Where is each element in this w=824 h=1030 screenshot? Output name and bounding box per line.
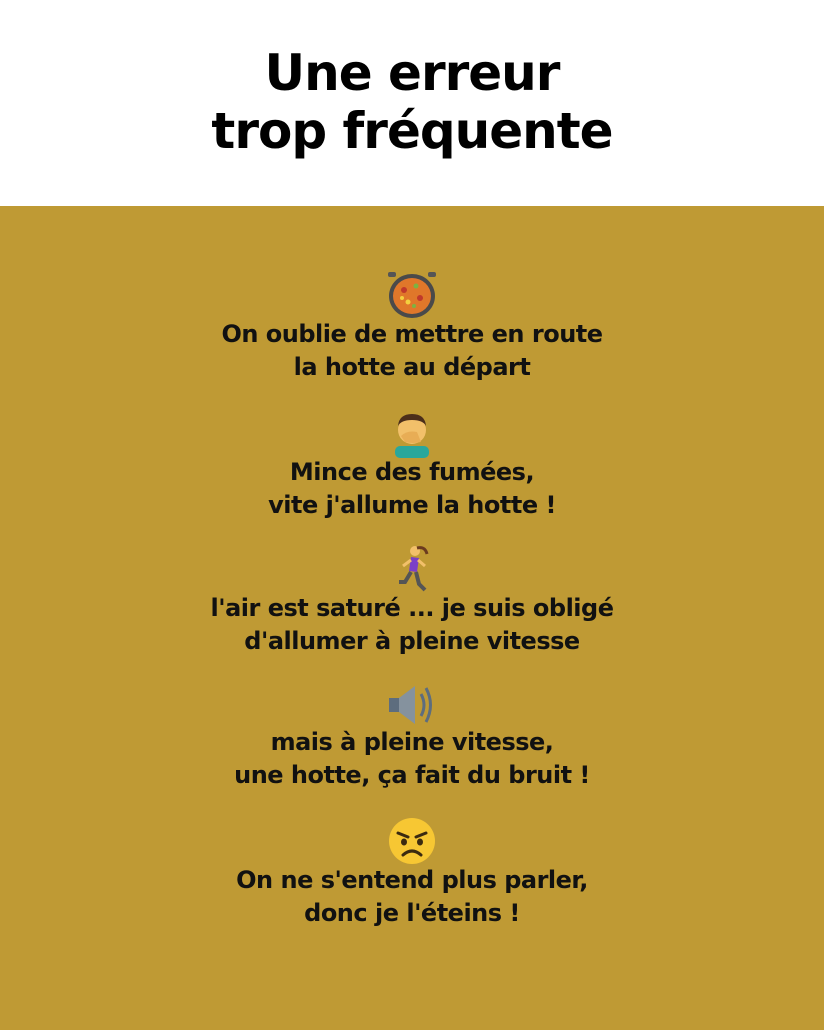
running-woman-icon	[0, 542, 824, 592]
facepalm-man-icon	[0, 406, 824, 456]
step-5	[0, 814, 824, 930]
step-1	[0, 268, 824, 384]
header	[0, 0, 824, 206]
step-4-line-2: une hotte, ça fait du bruit !	[234, 761, 590, 789]
step-4-line-1: mais à pleine vitesse,	[270, 728, 554, 756]
step-4	[0, 676, 824, 792]
step-3	[0, 542, 824, 658]
step-2-line-1: Mince des fumées,	[289, 458, 535, 486]
title-line-2: trop fréquente	[211, 102, 613, 160]
step-3-line-2: d'allumer à pleine vitesse	[244, 627, 580, 655]
step-2-line-2: vite j'allume la hotte !	[268, 491, 556, 519]
title-line-1: Une erreur	[264, 44, 560, 102]
step-3-line-1: l'air est saturé ... je suis obligé	[210, 594, 614, 622]
loudspeaker-icon	[0, 676, 824, 726]
paella-pan-icon	[0, 268, 824, 318]
angry-face-icon	[0, 814, 824, 864]
page-title	[0, 44, 824, 160]
step-2	[0, 406, 824, 522]
step-1-line-2: la hotte au départ	[293, 353, 531, 381]
step-1-line-1: On oublie de mettre en route	[221, 320, 603, 348]
step-5-line-2: donc je l'éteins !	[304, 899, 520, 927]
step-5-line-1: On ne s'entend plus parler,	[236, 866, 588, 894]
content-panel	[0, 206, 824, 1030]
